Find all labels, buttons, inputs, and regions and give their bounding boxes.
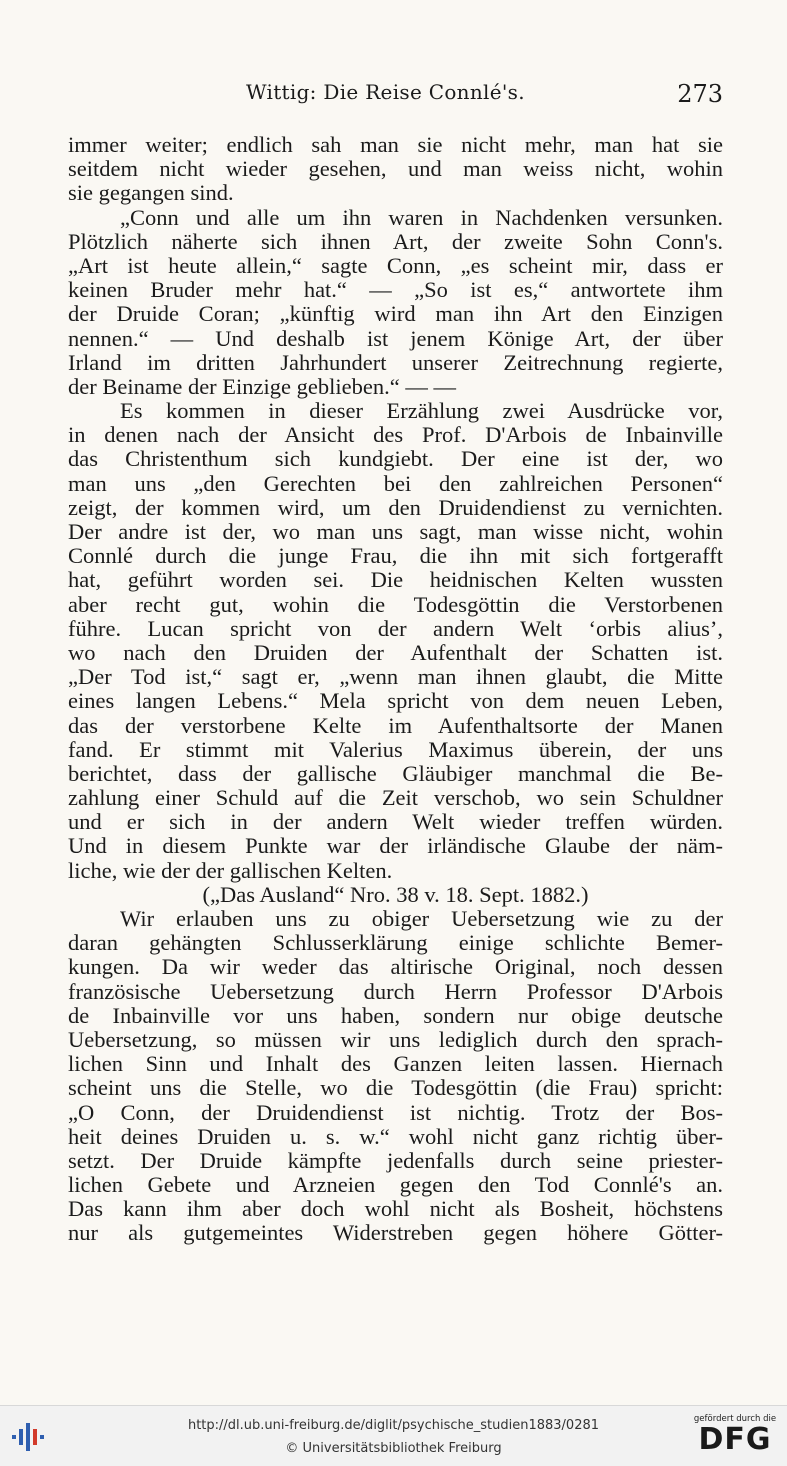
text-line: setzt. Der Druide kämpfte jedenfalls durch seine priester- (68, 1147, 723, 1173)
text-line: Und in diesem Punkte war der irländische Glaube der näm- (68, 833, 723, 859)
dfg-logo (693, 1414, 777, 1460)
text-line: das der verstorbene Kelte im Aufenthaltsorte der Manen (68, 712, 723, 738)
dfg-tagline: gefördert durch die (693, 1414, 777, 1424)
dfg-logo-text: DFG (698, 1422, 772, 1457)
running-head (68, 80, 723, 110)
text-line: de Inbainville vor uns haben, sondern nur obige deutsche (68, 1002, 723, 1028)
text-line: nennen.“ — Und deshalb ist jenem Könige Art, der über (68, 325, 723, 351)
text-line: sie gegangen sind. (68, 180, 234, 206)
text-line: heit deines Druiden u. s. w.“ wohl nicht ganz richtig über- (68, 1123, 723, 1149)
text-line: Der andre ist der, wo man uns sagt, man wisse nicht, wohin (68, 519, 723, 544)
text-line: Plötzlich näherte sich ihnen Art, der zweite Sohn Conn's. (68, 228, 723, 254)
text-line: lichen Gebete und Arzneien gegen den Tod Connlé's an. (68, 1172, 723, 1198)
text-line: liche, wie der der gallischen Kelten. (68, 857, 393, 883)
footer-url-link[interactable]: http://dl.ub.uni-freiburg.de/diglit/psychische_studien1883/0281 (187, 1418, 600, 1433)
viewer-footer (0, 1405, 787, 1466)
text-line: Das kann ihm aber doch wohl nicht als Bosheit, höchstens (68, 1196, 723, 1222)
text-line: keinen Bruder mehr hat.“ — „So ist es,“ antwortete ihm (68, 277, 723, 303)
text-line: hat, geführt worden sei. Die heidnischen Kelten wussten (68, 567, 723, 593)
text-line: zahlung einer Schuld auf die Zeit verschob, wo sein Schuldner (68, 785, 723, 811)
body-text (68, 133, 723, 1246)
text-line: Uebersetzung, so müssen wir uns lediglich durch den sprach- (68, 1026, 723, 1052)
text-line: zeigt, der kommen wird, um den Druidendienst zu vernichten. (68, 494, 723, 520)
text-line: immer weiter; endlich sah man sie nicht mehr, man hat sie (68, 132, 723, 157)
text-line: das Christenthum sich kundgiebt. Der eine ist der, wo (68, 446, 723, 472)
text-line: man uns „den Gerechten bei den zahlreichen Personen“ (68, 470, 723, 496)
text-line: eines langen Lebens.“ Mela spricht von dem neuen Leben, (68, 688, 723, 714)
page-number: 273 (677, 80, 723, 108)
text-line: Es kommen in dieser Erzählung zwei Ausdrücke vor, (120, 398, 723, 424)
text-line: („Das Ausland“ Nro. 38 v. 18. Sept. 1882.) (202, 881, 589, 907)
text-line: und er sich in der andern Welt wieder treffen würden. (68, 809, 723, 835)
text-line: führe. Lucan spricht von der andern Welt ‘orbis alius’, (68, 615, 723, 641)
text-line: der Beiname der Einzige geblieben.“ — — (68, 373, 456, 399)
text-line: aber recht gut, wohin die Todesgöttin die Verstorbenen (68, 591, 723, 617)
text-line: seitdem nicht wieder gesehen, und man weiss nicht, wohin (68, 156, 723, 182)
text-line: scheint uns die Stelle, wo die Todesgöttin (die Frau) spricht: (68, 1075, 723, 1101)
text-line: „Conn und alle um ihn waren in Nachdenken versunken. (120, 204, 723, 230)
text-line: französische Uebersetzung durch Herrn Professor D'Arbois (68, 978, 723, 1004)
text-line: fand. Er stimmt mit Valerius Maximus überein, der uns (68, 736, 723, 762)
footer-copyright: © Universitätsbibliothek Freiburg (285, 1441, 502, 1456)
text-line: daran gehängten Schlusserklärung einige schlichte Bemer- (68, 930, 723, 956)
text-line: berichtet, dass der gallische Gläubiger manchmal die Be- (68, 760, 723, 786)
running-title: Wittig: Die Reise Connlé's. (246, 80, 525, 104)
text-line: „Art ist heute allein,“ sagte Conn, „es scheint mir, dass er (68, 252, 723, 278)
text-line: kungen. Da wir weder das altirische Original, noch dessen (68, 954, 723, 980)
text-line: nur als gutgemeintes Widerstreben gegen höhere Götter- (68, 1220, 723, 1246)
text-line: Wir erlauben uns zu obiger Uebersetzung wie zu der (120, 906, 723, 931)
text-line: der Druide Coran; „künftig wird man ihn Art den Einzigen (68, 301, 723, 327)
text-line: in denen nach der Ansicht des Prof. D'Arbois de Inbainville (68, 422, 723, 448)
text-line: Irland im dritten Jahrhundert unserer Zeitrechnung regierte, (68, 349, 723, 375)
text-line: „O Conn, der Druidendienst ist nichtig. Trotz der Bos- (68, 1099, 723, 1125)
text-line: „Der Tod ist,“ sagt er, „wenn man ihnen glaubt, die Mitte (68, 664, 723, 690)
text-line: Connlé durch die junge Frau, die ihn mit sich fortgerafft (68, 543, 723, 569)
text-line: wo nach den Druiden der Aufenthalt der Schatten ist. (68, 639, 723, 665)
text-line: lichen Sinn und Inhalt des Ganzen leiten lassen. Hiernach (68, 1051, 723, 1077)
